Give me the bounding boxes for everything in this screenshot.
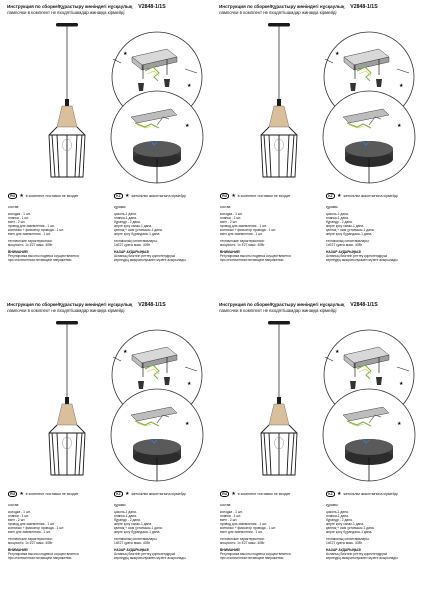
- ru-item: колпачок + фиксатор провода - 1 шт.: [8, 525, 65, 530]
- ru-tech: мощность: 1x E27 макс. 40Вт: [220, 540, 265, 545]
- ru-column: [220, 504, 316, 560]
- kz-item: қалпақ + сым ұстағышы-1 дана.: [326, 525, 375, 530]
- svg-text:★: ★: [123, 349, 128, 355]
- ru-item: винт - 2 шт.: [8, 517, 26, 522]
- star-icon: ★: [19, 491, 24, 497]
- kz-item: қалпақ + сым ұстағышы-1 дана.: [326, 227, 375, 232]
- kz-item: жерге қосу сымы-1 дана.: [326, 521, 365, 526]
- kz-tech: 1хЕ27 қуаты макс. 40Вт: [326, 242, 363, 247]
- kz-warning-heading: НАЗАР АУДАРЫҢЫЗ!: [114, 249, 150, 254]
- ru-column: [220, 206, 316, 262]
- ru-heading: состав:: [8, 503, 20, 507]
- legend-kz-text: жеткізілім жиынтығына кірмейді: [343, 193, 398, 198]
- kz-item: бұрандр - 2 дана.: [326, 219, 353, 224]
- ru-badge: RU: [8, 193, 17, 199]
- model-number: V2848-1/1S: [350, 302, 378, 308]
- wiring-diagram-icon: [323, 91, 415, 183]
- ru-warning-line: Регулировка высоты подвеса осуществляется: [220, 253, 291, 258]
- lamp-illustration-icon: [261, 321, 297, 475]
- lamp-illustration-icon: [261, 23, 297, 177]
- kz-heading: құрамы:: [114, 503, 127, 507]
- instruction-panel-top-right: [219, 4, 419, 294]
- ru-item: колодка - 1 шт.: [8, 212, 31, 217]
- ru-warning-heading: ВНИМАНИЕ!: [220, 249, 241, 254]
- svg-text:★: ★: [187, 83, 192, 89]
- kz-warning-line: Аспаның биіктігін реттеу қоректендіруші: [326, 253, 388, 258]
- model-number: V2848-1/1S: [138, 4, 166, 10]
- kz-warning-line: кернеудің ажыратылуымен жүзеге асырылады.: [326, 257, 399, 262]
- svg-text:★: ★: [397, 123, 402, 129]
- legend-kz-text: жеткізілім жиынтығына кірмейді: [131, 193, 186, 198]
- star-icon: ★: [231, 491, 236, 497]
- kz-item: жерге қосу бұрандасы-1 дана.: [114, 529, 161, 534]
- ru-tech: мощность: 1x E27 макс. 40Вт: [220, 242, 265, 247]
- legend-kz-text: жеткізілім жиынтығына кірмейді: [131, 491, 186, 496]
- header-line1: Инструкция по сборке/Құрастыру жөніндегі нұсқаулық V2848-1/1S: [219, 4, 378, 10]
- svg-text:★: ★: [397, 421, 402, 427]
- ru-item: провод для заземления - 1 шт.: [220, 521, 267, 526]
- ru-warning-heading: ВНИМАНИЕ!: [220, 547, 241, 552]
- ru-heading: состав:: [220, 205, 232, 209]
- star-icon: ★: [125, 193, 130, 199]
- kz-tech: 1хЕ27 қуаты макс. 40Вт: [114, 540, 151, 545]
- ru-item: планка - 1 шт.: [8, 216, 30, 220]
- legend-kz: [114, 193, 186, 199]
- legend-ru: [8, 193, 78, 199]
- ru-tech: мощность: 1x E27 макс. 40Вт: [8, 540, 53, 545]
- wiring-diagram-icon: [111, 389, 203, 481]
- svg-text:★: ★: [187, 381, 192, 387]
- svg-text:★: ★: [185, 123, 190, 129]
- kz-column: [114, 504, 210, 560]
- kz-warning-line: кернеудің ажыратылуымен жүзеге асырылады.: [114, 555, 187, 560]
- lamp-illustration-icon: [49, 321, 85, 475]
- ru-column: [8, 504, 104, 560]
- kz-item: планка-1 дана.: [114, 514, 137, 518]
- header: [7, 302, 207, 314]
- ru-item: винт - 2 шт.: [8, 219, 26, 224]
- assembly-illustration: [219, 315, 419, 490]
- header: [7, 4, 207, 16]
- kz-warning-heading: НАЗАР АУДАРЫҢЫЗ!: [114, 547, 150, 552]
- kz-item: планка-1 дана.: [326, 514, 349, 518]
- kz-item: қалпақ + сым ұстағышы-1 дана.: [114, 227, 163, 232]
- svg-text:★: ★: [185, 421, 190, 427]
- ru-warning-line: при отключенном питающем напряжении.: [220, 555, 285, 560]
- kz-heading: құрамы:: [326, 503, 339, 507]
- kz-item: цоколь-1 дана.: [114, 510, 137, 515]
- kz-item: жерге қосу сымы-1 дана.: [326, 223, 365, 228]
- kz-item: планка-1 дана.: [114, 216, 137, 220]
- ru-heading: состав:: [220, 503, 232, 507]
- kz-item: жерге қосу сымы-1 дана.: [114, 521, 153, 526]
- kz-tech-heading: техникалық сипаттамалары:: [114, 238, 158, 243]
- kz-item: жерге қосу бұрандасы-1 дана.: [326, 529, 373, 534]
- header-line2: лампочки в комплект не входят/шамдар жинаққа кірмейді: [7, 308, 125, 314]
- legend-kz: [114, 491, 186, 497]
- kz-warning-line: кернеудің ажыратылуымен жүзеге асырылады.: [326, 555, 399, 560]
- kz-column: [326, 206, 422, 262]
- legend-ru: [8, 491, 78, 497]
- model-number: V2848-1/1S: [138, 302, 166, 308]
- svg-text:★: ★: [335, 51, 340, 57]
- legend-ru: [220, 491, 290, 497]
- kz-item: бұрандр - 2 дана.: [114, 517, 141, 522]
- svg-text:★: ★: [335, 349, 340, 355]
- kz-warning-heading: НАЗАР АУДАРЫҢЫЗ!: [326, 547, 362, 552]
- legend-ru-text: в комплект поставки не входит: [237, 491, 291, 496]
- kz-heading: құрамы:: [114, 205, 127, 209]
- ru-tech-heading: технические характеристики:: [220, 536, 265, 541]
- header-line2: лампочки в комплект не входят/шамдар жинаққа кірмейді: [219, 10, 337, 16]
- model-number: V2848-1/1S: [350, 4, 378, 10]
- ru-item: планка - 1 шт.: [220, 514, 242, 518]
- ru-tech-heading: технические характеристики:: [8, 238, 53, 243]
- ru-item: провод для заземления - 1 шт.: [220, 223, 267, 228]
- ru-warning-line: Регулировка высоты подвеса осуществляется: [8, 551, 79, 556]
- ru-warning-heading: ВНИМАНИЕ!: [8, 547, 29, 552]
- kz-badge: KZ: [326, 193, 335, 199]
- instruction-panel-top-left: [7, 4, 207, 294]
- legend-ru-text: в комплект поставки не входит: [25, 193, 79, 198]
- ru-item: винт для заземления - 1 шт.: [8, 529, 51, 534]
- star-icon: ★: [337, 193, 342, 199]
- ru-item: винт для заземления - 1 шт.: [220, 529, 263, 534]
- kz-column: [114, 206, 210, 262]
- ru-item: винт для заземления - 1 шт.: [220, 231, 263, 236]
- kz-column: [326, 504, 422, 560]
- kz-item: бұрандр - 2 дана.: [114, 219, 141, 224]
- header: [219, 302, 419, 314]
- ru-tech: мощность: 1x E27 макс. 40Вт: [8, 242, 53, 247]
- header-line1: Инструкция по сборке/Құрастыру жөніндегі нұсқаулық V2848-1/1S: [7, 302, 166, 308]
- kz-item: цоколь-1 дана.: [326, 510, 349, 515]
- ru-item: винт - 2 шт.: [220, 517, 238, 522]
- ru-item: колодка - 1 шт.: [8, 510, 31, 515]
- wiring-diagram-icon: [323, 389, 415, 481]
- star-icon: ★: [19, 193, 24, 199]
- kz-warning-heading: НАЗАР АУДАРЫҢЫЗ!: [326, 249, 362, 254]
- kz-item: қалпақ + сым ұстағышы-1 дана.: [114, 525, 163, 530]
- ru-item: колпачок + фиксатор провода - 1 шт.: [220, 525, 277, 530]
- svg-text:★: ★: [399, 381, 404, 387]
- assembly-illustration: [7, 315, 207, 490]
- kz-item: жерге қосу бұрандасы-1 дана.: [114, 231, 161, 236]
- assembly-illustration: [7, 17, 207, 192]
- ru-warning-line: Регулировка высоты подвеса осуществляется: [8, 253, 79, 258]
- kz-item: жерге қосу сымы-1 дана.: [114, 223, 153, 228]
- ru-item: колпачок + фиксатор провода - 1 шт.: [220, 227, 277, 232]
- ru-item: провод для заземления - 1 шт.: [8, 521, 55, 526]
- lamp-illustration-icon: [49, 23, 85, 177]
- kz-item: цоколь-1 дана.: [114, 212, 137, 217]
- kz-item: бұрандр - 2 дана.: [326, 517, 353, 522]
- ru-badge: RU: [220, 193, 229, 199]
- ru-item: планка - 1 шт.: [220, 216, 242, 220]
- header-line2: лампочки в комплект не входят/шамдар жинаққа кірмейді: [7, 10, 125, 16]
- header: [219, 4, 419, 16]
- instruction-panel-bottom-right: [219, 302, 419, 592]
- kz-badge: KZ: [114, 193, 123, 199]
- ru-item: колодка - 1 шт.: [220, 510, 243, 515]
- kz-item: планка-1 дана.: [326, 216, 349, 220]
- kz-tech-heading: техникалық сипаттамалары:: [326, 536, 370, 541]
- kz-tech: 1хЕ27 қуаты макс. 40Вт: [114, 242, 151, 247]
- ru-badge: RU: [220, 491, 229, 497]
- ru-heading: состав:: [8, 205, 20, 209]
- ru-warning-line: Регулировка высоты подвеса осуществляется: [220, 551, 291, 556]
- ru-warning-line: при отключенном питающем напряжении.: [220, 257, 285, 262]
- kz-tech-heading: техникалық сипаттамалары:: [326, 238, 370, 243]
- kz-warning-line: Аспаның биіктігін реттеу қоректендіруші: [326, 551, 388, 556]
- star-icon: ★: [231, 193, 236, 199]
- ru-tech-heading: технические характеристики:: [8, 536, 53, 541]
- kz-item: цоколь-1 дана.: [326, 212, 349, 217]
- ru-warning-line: при отключенном питающем напряжении.: [8, 257, 73, 262]
- ru-warning-heading: ВНИМАНИЕ!: [8, 249, 29, 254]
- ru-item: колпачок + фиксатор провода - 1 шт.: [8, 227, 65, 232]
- kz-warning-line: Аспаның биіктігін реттеу қоректендіруші: [114, 551, 176, 556]
- kz-badge: KZ: [326, 491, 335, 497]
- ru-warning-line: при отключенном питающем напряжении.: [8, 555, 73, 560]
- ru-item: провод для заземления - 1 шт.: [8, 223, 55, 228]
- legend-ru: [220, 193, 290, 199]
- kz-warning-line: кернеудің ажыратылуымен жүзеге асырылады.: [114, 257, 187, 262]
- legend-kz-text: жеткізілім жиынтығына кірмейді: [343, 491, 398, 496]
- ru-item: винт - 2 шт.: [220, 219, 238, 224]
- legend-ru-text: в комплект поставки не входит: [25, 491, 79, 496]
- header-line1: Инструкция по сборке/Құрастыру жөніндегі нұсқаулық V2848-1/1S: [7, 4, 166, 10]
- legend-ru-text: в комплект поставки не входит: [237, 193, 291, 198]
- header-line1: Инструкция по сборке/Құрастыру жөніндегі нұсқаулық V2848-1/1S: [219, 302, 378, 308]
- kz-warning-line: Аспаның биіктігін реттеу қоректендіруші: [114, 253, 176, 258]
- svg-text:★: ★: [123, 51, 128, 57]
- svg-text:★: ★: [399, 83, 404, 89]
- kz-item: жерге қосу бұрандасы-1 дана.: [326, 231, 373, 236]
- star-icon: ★: [125, 491, 130, 497]
- star-icon: ★: [337, 491, 342, 497]
- wiring-diagram-icon: [111, 91, 203, 183]
- ru-tech-heading: технические характеристики:: [220, 238, 265, 243]
- header-line2: лампочки в комплект не входят/шамдар жинаққа кірмейді: [219, 308, 337, 314]
- ru-column: [8, 206, 104, 262]
- ru-item: колодка - 1 шт.: [220, 212, 243, 217]
- ru-item: винт для заземления - 1 шт.: [8, 231, 51, 236]
- ru-item: планка - 1 шт.: [8, 514, 30, 518]
- kz-tech: 1хЕ27 қуаты макс. 40Вт: [326, 540, 363, 545]
- legend-kz: [326, 193, 398, 199]
- kz-badge: KZ: [114, 491, 123, 497]
- instruction-panel-bottom-left: [7, 302, 207, 592]
- kz-tech-heading: техникалық сипаттамалары:: [114, 536, 158, 541]
- ru-badge: RU: [8, 491, 17, 497]
- kz-heading: құрамы:: [326, 205, 339, 209]
- legend-kz: [326, 491, 398, 497]
- assembly-illustration: [219, 17, 419, 192]
